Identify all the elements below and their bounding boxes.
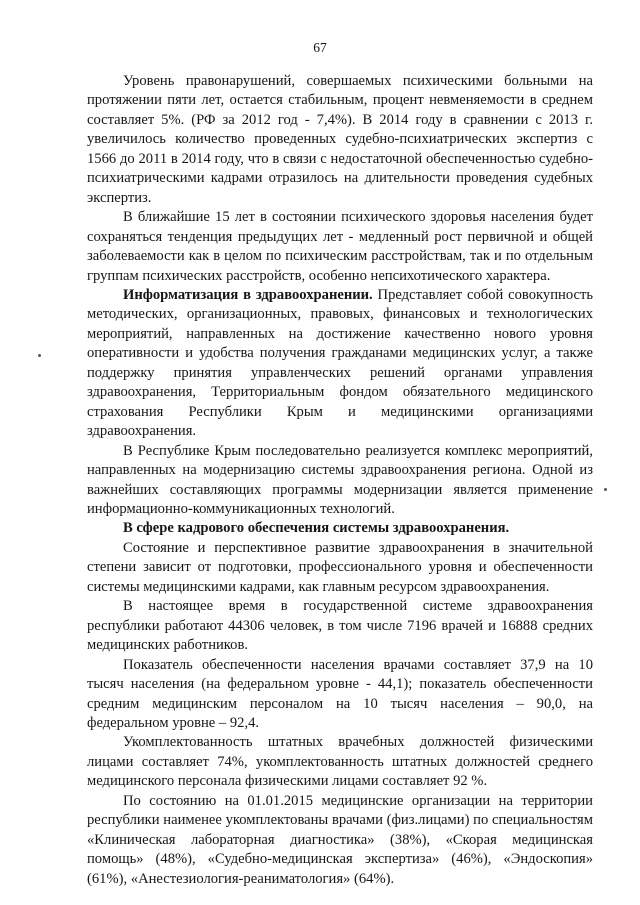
paragraph-provision-indicator: Показатель обеспеченности населения врачами составляет 37,9 на 10 тысяч населения (на федеральном уровне - 44,1); показатель обеспеченности средним медицинским персоналом на 10 тысяч населения – 90,0, на федеральном уровне – 92,4. xyxy=(87,656,593,731)
margin-mark xyxy=(604,488,607,491)
paragraph-staff-count: В настоящее время в государственной системе здравоохранения республики работают 44306 человек, в том числе 7196 врачей и 16888 средних медицинских работников. xyxy=(87,598,593,654)
paragraph-crimea: В Республике Крым последовательно реализуется комплекс мероприятий, направленных на модернизацию системы здравоохранения региона. Одной из важнейших составляющих программы модернизации является применение информационно-коммуникационных технологий. xyxy=(87,442,593,517)
section-heading-staffing: В сфере кадрового обеспечения системы здравоохранения. xyxy=(123,520,510,537)
paragraph-informatization xyxy=(87,286,593,442)
informatization-heading: Информатизация в здравоохранении. xyxy=(123,286,373,303)
paragraph-offenses: Уровень правонарушений, совершаемых психическими больными на протяжении пяти лет, остается стабильным, процент невменяемости в среднем составляет 5%. (РФ за 2012 год - 7,4%). В 2014 году в сравнении с 2013 г. увеличилось количество проведенных судебно-психиатрических экспертиз с 1566 до 2011 в 2014 году, что в связи с недостаточной обеспеченностью судебно-психиатрическими кадрами отразилось на длительности проведения судебных экспертиз. xyxy=(87,73,593,206)
informatization-text: Представляет собой совокупность методических, организационных, правовых, финансовых и технологических мероприятий, направленных на достижение качественно нового уровня оперативности и удобства получения гражданами медицинских услуг, а также поддержку принятия управленческих решений органами управления здравоохранения, Территориальным фондом обязательного медицинского страхования Республики Крым и медицинскими организациями здравоохранения. xyxy=(87,286,593,440)
paragraph-staffing-level: Укомплектованность штатных врачебных должностей физическими лицами составляет 74%, укомплектованность штатных должностей среднего медицинского персонала физическими лицами составляет 92 %. xyxy=(87,734,593,790)
paragraph-forecast: В ближайшие 15 лет в состоянии психического здоровья населения будет сохраняться тенденция предыдущих лет - медленный рост первичной и общей заболеваемости как в целом по психическим расстройствам, так и по отдельным группам психических расстройств, особенно непсихотического характера. xyxy=(87,209,593,284)
paragraph-specialties: По состоянию на 01.01.2015 медицинские организации на территории республики наименее укомплектованы врачами (физ.лицами) по специальностям «Клиническая лабораторная диагностика» (38%), «Скорая медицинская помощь» (48%), «Судебно-медицинская экспертиза» (46%), «Эндоскопия» (61%), «Анестезиология-реаниматология» (64%). xyxy=(87,792,593,887)
page-number: 67 xyxy=(313,40,327,55)
paragraph-staffing-state: Состояние и перспективное развитие здравоохранения в значительной степени зависит от подготовки, профессионального уровня и обеспеченности системы медицинскими кадрами, как главным ресурсом здравоохранения. xyxy=(87,539,593,595)
document-body xyxy=(87,72,593,889)
margin-mark xyxy=(38,354,41,357)
